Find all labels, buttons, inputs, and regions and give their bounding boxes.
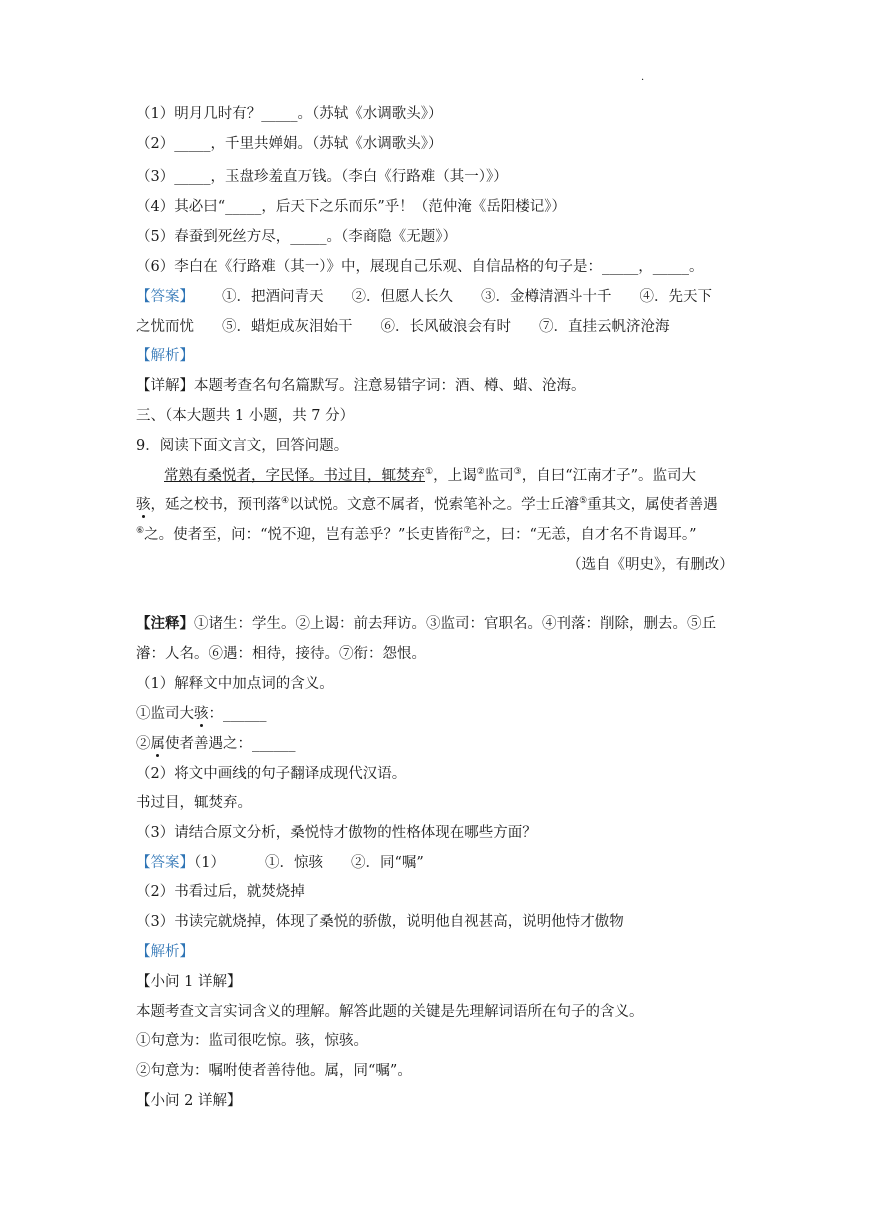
q8-answer-line-2 [136,316,670,338]
answer-item: ①．把酒问青天 [222,289,324,305]
sub-question-2-sentence: 书过目，辄焚弃。 [136,795,252,811]
answer-text: （1） [194,855,225,871]
passage-text: 之。使者至，问：“悦不迎，岂有恙乎？”长吏皆衔 [144,527,464,543]
note-mark: ① [425,467,434,478]
q8-item-5: （5）春蚕到死丝方尽，_____。（李商隐《无题》） [136,229,457,245]
q9-answer-line-2: （2）书看过后，就焚烧掉 [136,884,305,900]
sub-text: ：______ [208,706,267,722]
q8-item-1: （1）明月几时有？_____。（苏轼《水调歌头》） [136,106,443,122]
passage-line-3 [136,524,697,546]
sub-question-1a [136,703,267,725]
section-header: 三、（本大题共 1 小题，共 7 分） [136,408,355,424]
sub-question-2: （2）将文中画线的句子翻译成现代汉语。 [136,766,407,782]
q8-item-3: （3）_____，玉盘珍羞直万钱。（李白《行路难（其一）》） [136,169,508,185]
passage-text: 重其文，属使者善遇 [587,497,718,513]
detail-tag: 【详解】 [136,378,194,394]
analysis-tag: 【解析】 [136,348,194,364]
answer-item: ⑤．蜡炬成灰泪始干 [222,319,353,335]
q8-item-4: （4）其必曰“_____，后天下之乐而乐”乎！（范仲淹《岳阳楼记》） [136,199,567,215]
notes-line-2: 濬：人名。⑥遇：相待，接待。⑦衔：怨恨。 [136,646,426,662]
q9-answer-line-1 [136,852,424,874]
passage-text: ，延之校书，预刊落 [150,497,281,513]
small-question-1-line-2: ①句意为：监司很吃惊。骇，惊骇。 [136,1033,368,1049]
sub-question-3: （3）请结合原文分析，桑悦恃才傲物的性格体现在哪些方面？ [136,825,537,841]
q9-answer-line-3: （3）书读完就烧掉，体现了桑悦的骄傲，说明他自视甚高，说明他恃才傲物 [136,914,624,930]
small-question-1-line-3: ②句意为：嘱咐使者善待他。属，同“嘱”。 [136,1063,412,1079]
note-mark: ⑦ [463,526,472,537]
note-mark: ② [476,467,485,478]
note-mark: ⑤ [579,496,588,507]
sub-text: ② [136,736,151,752]
dotted-word: 骇 [136,497,151,513]
answer-item: ②．同“嘱” [350,855,424,871]
answer-tag: 【答案】 [136,289,194,305]
small-question-1-tag: 【小问 1 详解】 [136,974,242,990]
passage-text: 监司 [484,468,514,484]
answer-tag: 【答案】 [136,855,194,871]
passage-line-2 [136,494,718,516]
answer-item: 之忧而忧 [136,319,194,335]
passage-text: ，自曰“江南才子”。监司大 [521,468,697,484]
q8-detail [136,375,586,397]
q9-stem: 9．阅读下面文言文，回答问题。 [136,438,349,454]
notes-tag: 【注释】 [136,615,194,632]
answer-item: ③．金樽清酒斗十千 [481,289,612,305]
passage-text: 之，曰：“无恙，自才名不肯谒耳。” [471,527,697,543]
note-mark: ④ [281,496,290,507]
q8-item-2: （2）_____，千里共婵娟。（苏轼《水调歌头》） [136,136,443,152]
passage-line-1 [164,465,696,487]
answer-item: ④．先天下 [639,289,712,305]
sub-question-1: （1）解释文中加点词的含义。 [136,676,334,692]
answer-item: ②．但愿人长久 [351,289,453,305]
note-mark: ⑥ [136,526,145,537]
sub-text: ①监司大 [136,706,194,722]
answer-item: ⑦．直挂云帆济沧海 [539,319,670,335]
small-question-1-line-1: 本题考查文言实词含义的理解。解答此题的关键是先理解词语所在句子的含义。 [136,1004,644,1020]
note-mark: ③ [513,467,522,478]
sub-text: 使者善遇之：______ [165,736,296,752]
notes-line-1 [136,613,716,635]
answer-item: ⑥．长风破浪会有时 [380,319,511,335]
notes-text: ①诸生：学生。②上谒：前去拜访。③监司：官职名。④刊落：削除，删去。⑤丘 [194,616,716,632]
small-question-2-tag: 【小问 2 详解】 [136,1093,242,1109]
dotted-word: 属 [150,736,165,752]
q8-item-6: （6）李白在《行路难（其一）》中，展现自己乐观、自信品格的句子是：_____，_____。 [136,259,704,275]
analysis-tag: 【解析】 [136,944,194,960]
underlined-sentence: 常熟有桑悦者，字民怿。书过目，辄焚弃 [164,468,425,484]
passage-text: ，上谒 [433,468,477,484]
passage-source: （选自《明史》，有删改） [567,557,734,573]
sub-question-1b [136,733,296,755]
passage-text: 以试悦。文意不属者，悦索笔补之。学士丘濬 [289,497,580,513]
corner-mark: · [641,75,645,86]
q8-answer-line-1 [136,286,712,308]
answer-item: ①．惊骇 [264,855,323,871]
dotted-word: 骇 [194,706,209,722]
detail-text: 本题考查名句名篇默写。注意易错字词：酒、樽、蜡、沧海。 [194,378,586,394]
